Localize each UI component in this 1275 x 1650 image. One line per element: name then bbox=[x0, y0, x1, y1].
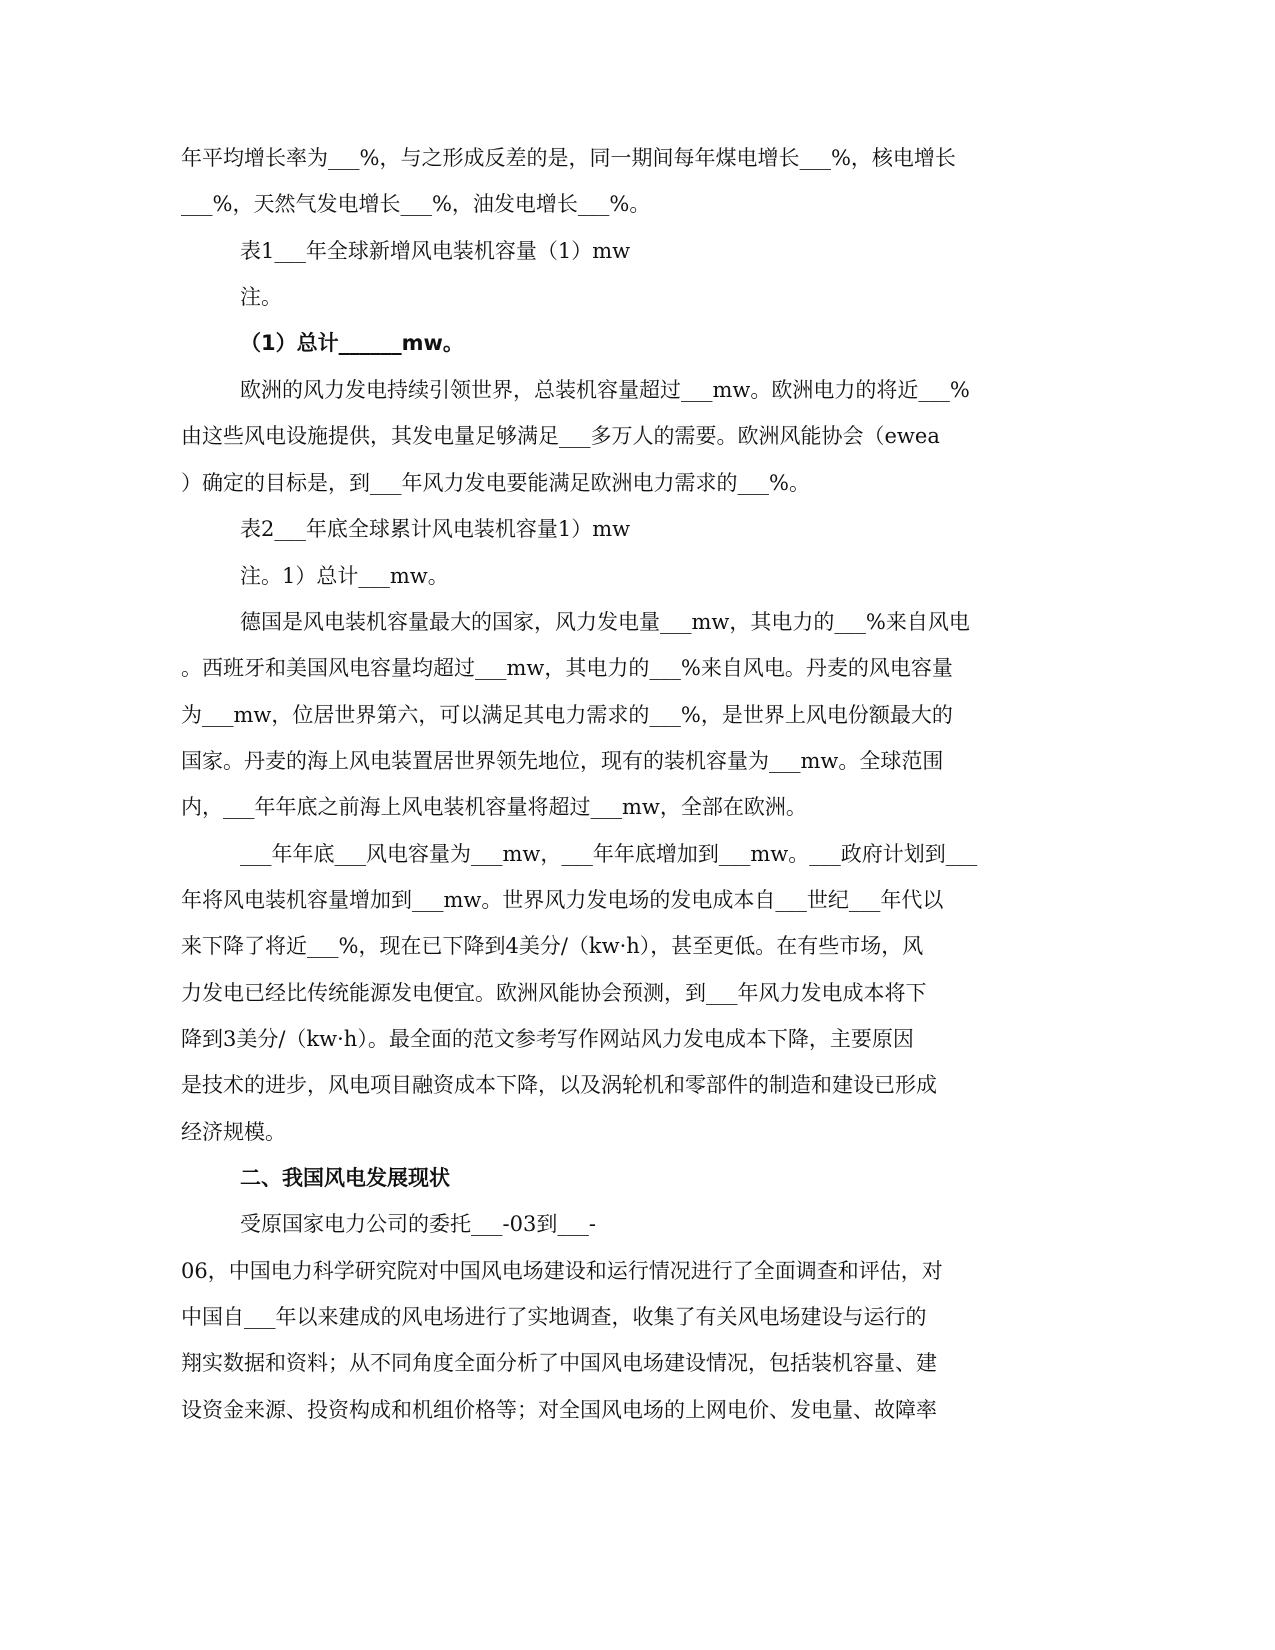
text-line: ___年年底___风电容量为___mw，___年年底增加到___mw。___政府计划到___ bbox=[240, 842, 978, 866]
text-line: 受原国家电力公司的委托___-03到___- bbox=[240, 1212, 596, 1236]
text-line: 设资金来源、投资构成和机组价格等；对全国风电场的上网电价、发电量、故障率 bbox=[181, 1398, 937, 1422]
text-line: 是技术的进步，风电项目融资成本下降，以及涡轮机和零部件的制造和建设已形成 bbox=[181, 1073, 937, 1097]
table-caption: 表1___年全球新增风电装机容量（1）mw bbox=[240, 239, 631, 263]
text-line: 年将风电装机容量增加到___mw。世界风力发电场的发电成本自___世纪___年代以 bbox=[181, 888, 944, 912]
text-line: 06，中国电力科学研究院对中国风电场建设和运行情况进行了全面调查和评估，对 bbox=[181, 1259, 943, 1283]
section-heading: 二、我国风电发展现状 bbox=[240, 1166, 450, 1190]
text-line: 由这些风电设施提供，其发电量足够满足___多万人的需要。欧洲风能协会（ewea bbox=[181, 424, 940, 448]
text-line: 为___mw，位居世界第六，可以满足其电力需求的___%，是世界上风电份额最大的 bbox=[181, 703, 953, 727]
table-caption: 表2___年底全球累计风电装机容量1）mw bbox=[240, 517, 631, 541]
text-line: 经济规模。 bbox=[181, 1120, 286, 1144]
text-line: 年平均增长率为___%，与之形成反差的是，同一期间每年煤电增长___%，核电增长 bbox=[181, 146, 956, 170]
total-line-bold: （1）总计______mw。 bbox=[240, 331, 464, 355]
text-line: ___%，天然气发电增长___%，油发电增长___%。 bbox=[181, 192, 651, 216]
text-line: 中国自___年以来建成的风电场进行了实地调查，收集了有关风电场建设与运行的 bbox=[181, 1305, 927, 1329]
text-line: 内，___年年底之前海上风电装机容量将超过___mw，全部在欧洲。 bbox=[181, 795, 807, 819]
text-line: 国家。丹麦的海上风电装置居世界领先地位，现有的装机容量为___mw。全球范围 bbox=[181, 749, 944, 773]
text-line: 翔实数据和资料；从不同角度全面分析了中国风电场建设情况，包括装机容量、建 bbox=[181, 1351, 937, 1375]
note-line: 注。1）总计___mw。 bbox=[240, 564, 449, 588]
text-line: 来下降了将近___%，现在已下降到4美分/（kw·h），甚至更低。在有些市场，风 bbox=[181, 934, 924, 958]
text-line: 降到3美分/（kw·h）。最全面的范文参考写作网站风力发电成本下降，主要原因 bbox=[181, 1027, 914, 1051]
text-line: 德国是风电装机容量最大的国家，风力发电量___mw，其电力的___%来自风电 bbox=[240, 610, 970, 634]
text-line: 欧洲的风力发电持续引领世界，总装机容量超过___mw。欧洲电力的将近___% bbox=[240, 378, 970, 402]
text-line: ）确定的目标是，到___年风力发电要能满足欧洲电力需求的___%。 bbox=[181, 471, 810, 495]
text-line: 力发电已经比传统能源发电便宜。欧洲风能协会预测，到___年风力发电成本将下 bbox=[181, 981, 927, 1005]
text-line: 。西班牙和美国风电容量均超过___mw，其电力的___%来自风电。丹麦的风电容量 bbox=[181, 656, 953, 680]
note-line: 注。 bbox=[240, 285, 282, 309]
